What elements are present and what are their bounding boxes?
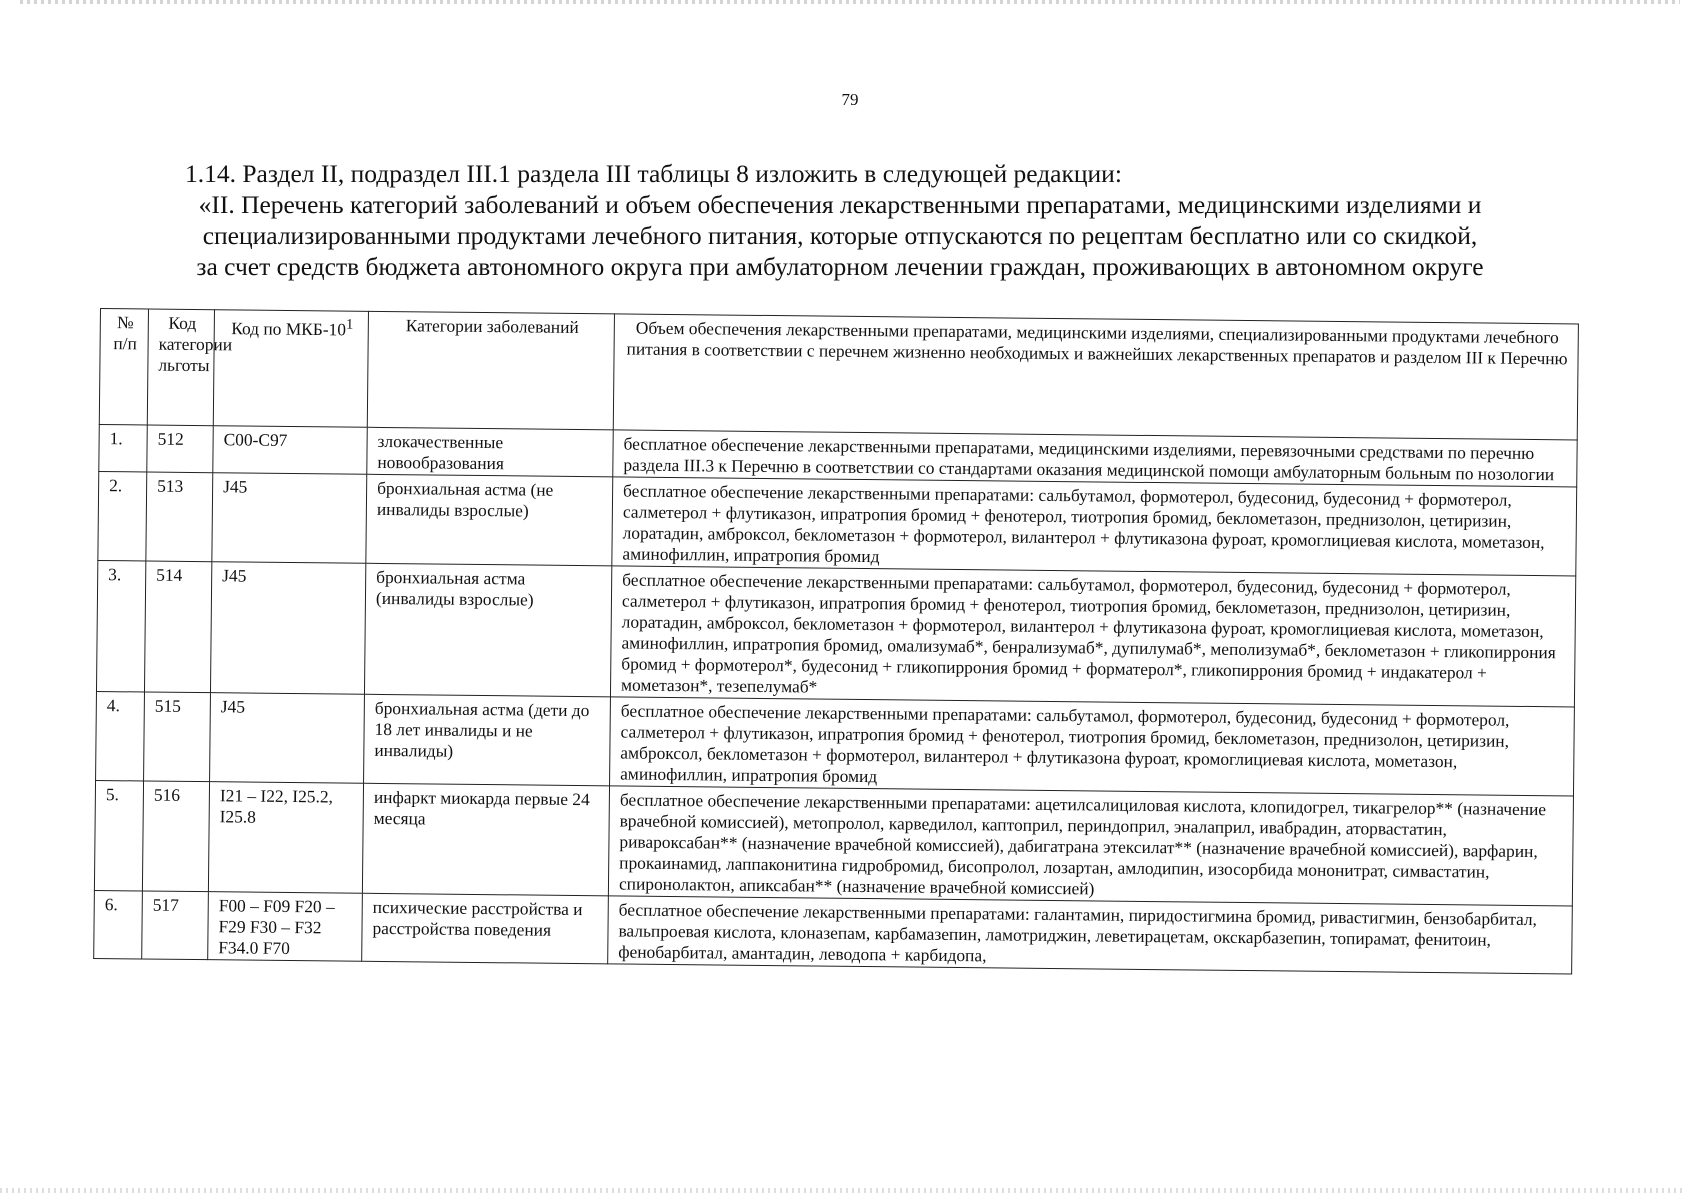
- table-row: [96, 691, 1575, 795]
- cell-code: 517: [142, 891, 209, 960]
- cell-mkb: F00 – F09 F20 – F29 F30 – F32 F34.0 F70: [208, 892, 363, 962]
- header-mkb-text: Код по МКБ-10: [231, 318, 347, 340]
- cell-category: злокачественные новообразования: [367, 427, 613, 477]
- header-code: Код категории льготы: [147, 309, 214, 426]
- cell-num: 2.: [98, 471, 147, 560]
- header-num: № п/п: [99, 309, 148, 425]
- cell-mkb: J45: [212, 473, 367, 564]
- cell-num: 6.: [94, 890, 143, 958]
- cell-category: бронхиальная астма (не инвалиды взрослые): [366, 474, 613, 566]
- header-mkb: [213, 310, 368, 428]
- cell-mkb: J45: [210, 693, 365, 784]
- cell-num: 4.: [96, 691, 145, 780]
- heading-line-2: «II. Перечень категорий заболеваний и объем обеспечения лекарственными препаратами, медицинскими изделиями и: [198, 190, 1482, 219]
- page-number: 79: [841, 90, 859, 109]
- cell-code: 513: [146, 472, 213, 562]
- cell-volume: бесплатное обеспечение лекарственными препаратами, медицинскими изделиями, перевязочными средствами по перечню раздела III.3 к Перечню в соответствии со стандартами оказания медицинской помощи амбулаторным больным по нозологии: [613, 430, 1577, 487]
- cell-num: 5.: [94, 780, 143, 890]
- cell-volume: бесплатное обеспечение лекарственными препаратами: сальбутамол, формотерол, будесонид, будесонид + формотерол, салметерол + флутиказон, ипратропия бромид + фенотерол, тиотропия бромид, беклометазон, преднизолон, цетиризин, лоратадин, амброксол, беклометазон + формотерол, вилантерол + флутиказона фуроат, кромоглициевая кислота, мометазон, аминофиллин, ипратропия бромид, омализумаб*, бенрализумаб*, дупилумаб*, меполизумаб*, беклометазон + гликопиррония бромид + формотерол*, будесонид + гликопиррония бромид + форматерол*, гликопиррония бромид + индакатерол + мометазон*, тезепелумаб*: [610, 566, 1575, 707]
- cell-volume: бесплатное обеспечение лекарственными препаратами: сальбутамол, формотерол, будесонид, будесонид + формотерол, салметерол + флутиказон, ипратропия бромид + фенотерол, тиотропия бромид, беклометазон, преднизолон, цетиризин, амброксол, беклометазон + формотерол, вилантерол + флутиказона фуроат, кромоглициевая кислота, мометазон, аминофиллин, ипратропия бромид: [610, 697, 1575, 796]
- header-volume: Объем обеспечения лекарственными препаратами, медицинскими изделиями, специализированными продуктами лечебного питания в соответствии с перечнем жизненно необходимых и важнейших лекарственных препаратов и разделом III к Перечню: [613, 314, 1578, 440]
- cell-category: бронхиальная астма (инвалиды взрослые): [364, 563, 611, 697]
- benefits-table: [93, 308, 1579, 974]
- table-row: [96, 560, 1575, 706]
- table-row: [98, 471, 1577, 575]
- cell-code: 515: [144, 692, 211, 782]
- cell-volume: бесплатное обеспечение лекарственными препаратами: галантамин, пиридостигмина бромид, ривастигмин, бензобарбитал, вальпроевая кислота, клоназепам, карбамазепин, ламотриджин, леветирацетам, окскарбазепин, топирамат, фенитоин, фенобарбитал, амантадин, леводопа + карбидопа,: [608, 896, 1573, 974]
- cell-category: бронхиальная астма (дети до 18 лет инвалиды и не инвалиды): [364, 694, 611, 786]
- cell-code: 512: [147, 425, 213, 473]
- cell-volume: бесплатное обеспечение лекарственными препаратами: сальбутамол, формотерол, будесонид, будесонид + формотерол, салметерол + флутиказон, ипратропия бромид + фенотерол, тиотропия бромид, беклометазон, преднизолон, цетиризин, лоратадин, амброксол, беклометазон + формотерол, вилантерол + флутиказона фуроат, кромоглициевая кислота, мометазон, аминофиллин, ипратропия бромид: [612, 477, 1577, 576]
- scan-artifact-bottom: [0, 1188, 1686, 1193]
- heading-line-1: 1.14. Раздел II, подраздел III.1 раздела III таблицы 8 изложить в следующей редакции:: [185, 159, 1122, 188]
- cell-mkb: J45: [210, 562, 365, 695]
- scan-artifact-top: [20, 0, 1680, 4]
- table-row: [94, 890, 1573, 973]
- cell-category: инфаркт миокарда первые 24 месяца: [362, 783, 609, 896]
- cell-num: 1.: [99, 424, 147, 472]
- cell-num: 3.: [96, 560, 145, 691]
- cell-code: 516: [142, 781, 209, 892]
- section-heading: [110, 158, 1570, 282]
- table-header-row: [99, 309, 1578, 440]
- table-row: [94, 780, 1573, 905]
- header-mkb-footnote: 1: [345, 316, 354, 333]
- header-category: Категории заболеваний: [367, 311, 614, 430]
- cell-mkb: I21 – I22, I25.2, I25.8: [208, 782, 363, 894]
- cell-volume: бесплатное обеспечение лекарственными препаратами: ацетилсалициловая кислота, клопидогрел, тикагрелор** (назначение врачебной комиссией), метопролол, карведилол, каптоприл, периндоприл, эналаприл, ивабрадин, аторвастатин, ривароксабан** (назначение врачебной комиссией), дабигатрана этексилат** (назначение врачебной комиссией), варфарин, прокаинамид, лаппаконитина гидробромид, бисопролол, лозартан, амлодипин, изосорбида мононитрат, симвастатин, спиронолактон, апиксабан** (назначение врачебной комиссией): [608, 786, 1573, 906]
- cell-mkb: С00-С97: [213, 426, 367, 475]
- heading-line-4: за счет средств бюджета автономного округа при амбулаторном лечении граждан, проживающих в автономном округе: [196, 252, 1484, 281]
- heading-line-3: специализированными продуктами лечебного питания, которые отпускаются по рецептам бесплатно или со скидкой,: [202, 221, 1478, 250]
- cell-category: психические расстройства и расстройства поведения: [362, 893, 609, 964]
- cell-code: 514: [144, 561, 211, 693]
